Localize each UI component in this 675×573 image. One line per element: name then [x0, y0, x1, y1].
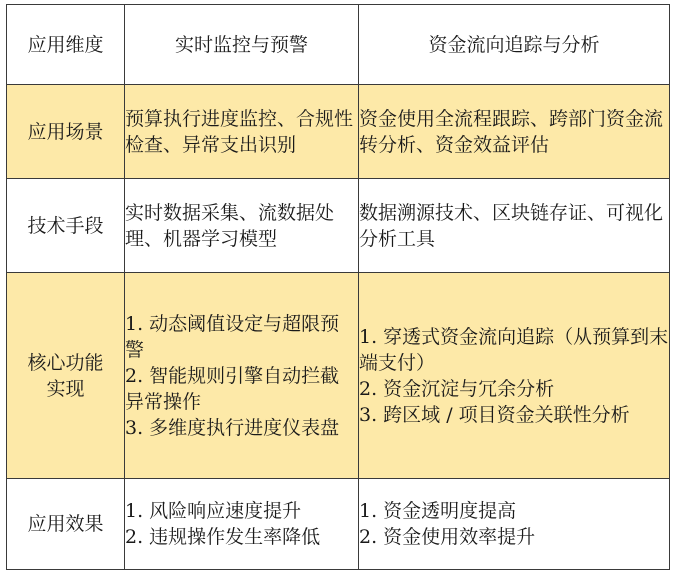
row-dimension-text: 应用场景 — [27, 120, 104, 143]
row-dimension-cell — [7, 273, 125, 479]
row-monitoring-text: 1. 风险响应速度提升 2. 违规操作发生率降低 — [125, 500, 321, 548]
row-monitoring-text: 实时数据采集、流数据处理、机器学习模型 — [125, 201, 335, 250]
row-monitoring-cell — [125, 85, 359, 179]
row-monitoring-cell — [125, 179, 359, 273]
table-header-row — [7, 5, 670, 85]
row-tracking-text: 1. 资金透明度提高 2. 资金使用效率提升 — [359, 500, 536, 548]
table-row-core-functions — [7, 273, 670, 479]
row-tracking-cell — [359, 85, 670, 179]
header-tracking — [359, 5, 670, 85]
row-monitoring-text: 1. 动态阈值设定与超限预警 2. 智能规则引擎自动拦截异常操作 3. 多维度执行进度仪表盘 — [125, 312, 340, 439]
comparison-table — [6, 4, 670, 570]
row-tracking-cell — [359, 479, 670, 570]
table-row-technology — [7, 179, 670, 273]
header-monitoring-text: 实时监控与预警 — [174, 33, 308, 56]
header-monitoring — [125, 5, 359, 85]
table-row-effects — [7, 479, 670, 570]
row-dimension-cell — [7, 479, 125, 570]
row-dimension-cell — [7, 85, 125, 179]
row-tracking-cell — [359, 179, 670, 273]
row-dimension-cell — [7, 179, 125, 273]
header-dimension-text: 应用维度 — [27, 33, 104, 56]
row-monitoring-cell — [125, 273, 359, 479]
row-dimension-text: 应用效果 — [27, 513, 104, 535]
row-monitoring-text: 预算执行进度监控、合规性检查、异常支出识别 — [125, 107, 354, 156]
row-tracking-text: 1. 穿透式资金流向追踪（从预算到末端支付） 2. 资金沉淀与冗余分析 3. 跨区域 / 项目资金关联性分析 — [359, 325, 669, 426]
row-tracking-cell — [359, 273, 670, 479]
row-monitoring-cell — [125, 479, 359, 570]
header-dimension — [7, 5, 125, 85]
row-dimension-text: 技术手段 — [27, 214, 104, 237]
row-tracking-text: 资金使用全流程跟踪、跨部门资金流转分析、资金效益评估 — [359, 107, 664, 156]
row-dimension-text: 核心功能实现 — [27, 351, 104, 400]
header-tracking-text: 资金流向追踪与分析 — [428, 33, 600, 56]
table-row-scenario — [7, 85, 670, 179]
row-tracking-text: 数据溯源技术、区块链存证、可视化分析工具 — [359, 201, 664, 250]
